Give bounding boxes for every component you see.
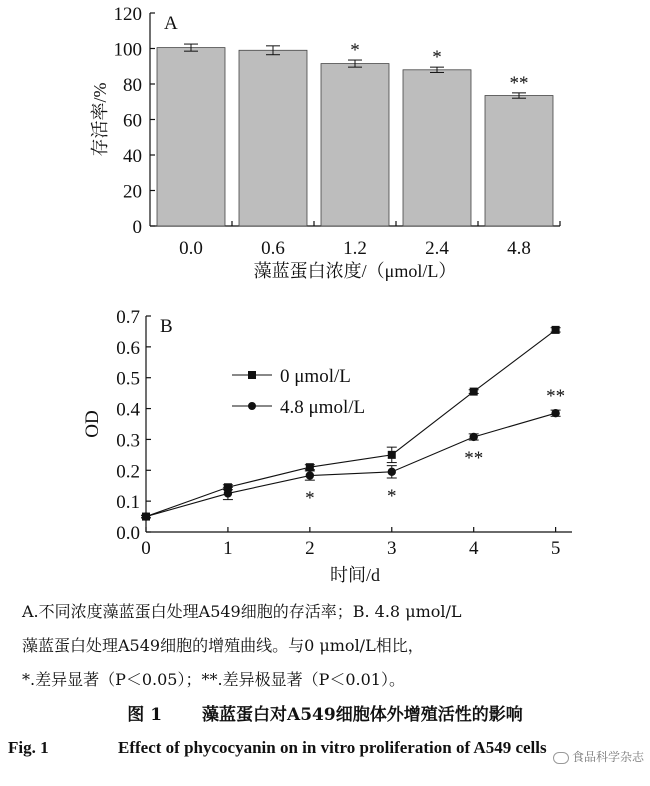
chart-b-y-tick-label: 0.3 — [116, 430, 140, 452]
chart-b-x-axis-label: 时间/d — [329, 565, 381, 585]
chart-b-x-tick-label: 3 — [387, 538, 397, 559]
chart-b-point — [306, 463, 314, 471]
chart-b-x-tick-label: 4 — [468, 538, 479, 559]
caption-line-3: *.差异显著（P＜0.05）；**.差异极显著（P＜0.01）。 — [22, 670, 405, 689]
chart-a-bar — [157, 48, 225, 226]
chart-b-y-tick-label: 0.2 — [116, 461, 140, 483]
watermark — [553, 748, 644, 765]
chart-a-significance-mark: * — [432, 47, 442, 69]
figure-title-cn — [0, 700, 650, 725]
chart-b-point — [551, 409, 559, 417]
chart-a-viability-bar — [90, 4, 560, 281]
chart-b-legend-marker — [248, 371, 256, 379]
chart-b-y-axis-label: OD — [82, 410, 103, 438]
chart-b-significance-mark: * — [387, 486, 397, 507]
chart-a-x-tick-label: 4.8 — [507, 238, 531, 259]
figure-number-cn: 图 1 — [127, 705, 163, 725]
chart-b-x-tick-label: 1 — [223, 538, 233, 559]
chart-b-point — [224, 489, 232, 497]
chart-a-y-tick-label: 0 — [132, 217, 142, 238]
chart-a-x-axis-label: 藻蓝蛋白浓度/（μmol/L） — [253, 261, 457, 281]
chart-b-legend-label: 0 μmol/L — [280, 366, 351, 387]
watermark-text: 食品科学杂志 — [571, 750, 644, 764]
chart-b-series-line — [146, 330, 556, 517]
chart-a-x-tick-label: 1.2 — [343, 238, 367, 259]
chart-a-y-tick-label: 120 — [113, 4, 142, 25]
chart-a-x-tick-label: 0.6 — [261, 238, 285, 259]
chart-b-y-tick-label: 0.7 — [116, 307, 140, 328]
chart-b-point — [388, 468, 396, 476]
chart-b-y-tick-label: 0.5 — [116, 368, 140, 390]
chart-a-y-tick-label: 60 — [123, 110, 142, 132]
chart-a-y-tick-label: 40 — [123, 146, 142, 167]
chart-a-panel-label: A — [164, 13, 178, 34]
chart-a-bar — [321, 64, 389, 226]
chart-b-x-tick-label: 0 — [141, 538, 151, 559]
chart-b-y-tick-label: 0.4 — [116, 399, 140, 421]
chart-b-legend-label: 4.8 μmol/L — [280, 397, 366, 418]
chart-b-y-tick-label: 0.6 — [116, 337, 140, 359]
figure-title-en-text: Effect of phycocyanin on in vitro proliferation of A549 cells — [118, 738, 547, 757]
figure-title-en — [8, 738, 547, 758]
chart-a-bar — [485, 96, 553, 226]
chart-b-point — [142, 512, 150, 520]
chart-a-y-axis-label: 存活率/% — [90, 82, 110, 157]
wechat-icon — [553, 752, 569, 764]
chart-b-od-line — [82, 307, 572, 585]
chart-a-significance-mark: ** — [509, 72, 529, 94]
chart-b-y-tick-label: 0.1 — [116, 492, 140, 514]
chart-a-significance-mark: * — [350, 40, 360, 62]
chart-b-x-tick-label: 2 — [305, 538, 315, 559]
chart-a-y-tick-label: 20 — [123, 181, 142, 203]
chart-a-y-tick-label: 80 — [123, 75, 142, 96]
chart-b-x-tick-label: 5 — [550, 538, 561, 559]
chart-b-significance-mark: ** — [546, 386, 566, 408]
chart-b-point — [388, 451, 396, 459]
chart-a-x-tick-label: 0.0 — [179, 238, 203, 259]
chart-b-significance-mark: ** — [464, 448, 484, 470]
chart-a-bar — [239, 50, 307, 226]
chart-b-point — [469, 433, 477, 441]
figure-number-en: Fig. 1 — [8, 738, 49, 757]
chart-b-point — [552, 326, 560, 334]
chart-a-x-tick-label: 2.4 — [425, 238, 449, 259]
chart-b-panel-label: B — [160, 316, 173, 337]
chart-b-point — [470, 388, 478, 396]
chart-a-y-tick-label: 100 — [113, 39, 142, 61]
figure-title-cn-text: 藻蓝蛋白对A549细胞体外增殖活性的影响 — [202, 705, 523, 725]
caption-line-2: 藻蓝蛋白处理A549细胞的增殖曲线。与0 μmol/L相比， — [22, 636, 424, 655]
chart-a-bar — [403, 70, 471, 226]
chart-b-y-tick-label: 0.0 — [116, 523, 140, 544]
chart-b-legend-marker — [248, 402, 256, 410]
chart-b-series-line — [146, 413, 556, 516]
caption-line-1: A.不同浓度藻蓝蛋白处理A549细胞的存活率；B. 4.8 μmol/L — [22, 602, 462, 621]
chart-b-significance-mark: * — [305, 488, 315, 510]
chart-b-point — [306, 471, 314, 479]
